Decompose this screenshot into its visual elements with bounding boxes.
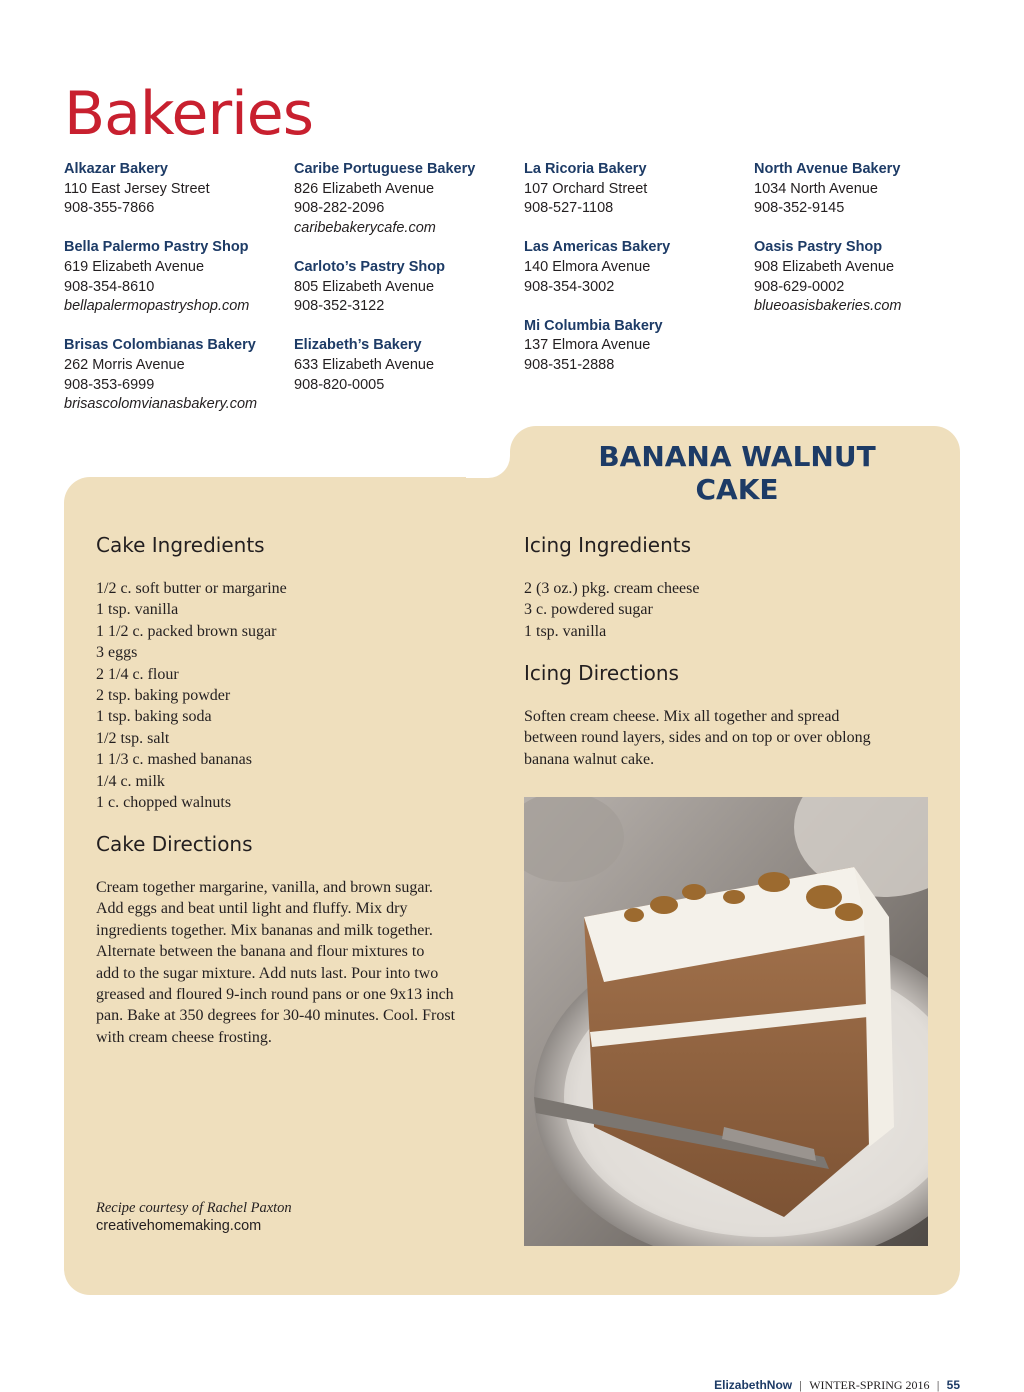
- ingredient-item: 1/4 c. milk: [96, 772, 165, 790]
- panel-corner-curve: [466, 434, 510, 478]
- bakery-website: caribebakerycafe.com: [294, 219, 436, 236]
- directions-line: pan. Bake at 350 degrees for 30-40 minutes. Cool. Frost: [96, 1007, 456, 1025]
- bakery-name: North Avenue Bakery: [754, 161, 901, 177]
- bakery-column-3: [524, 160, 749, 395]
- ingredient-item: 1 tsp. baking soda: [96, 708, 212, 726]
- footer-visible-text: [500, 1378, 960, 1392]
- ingredient-item: 2 tsp. baking powder: [96, 687, 231, 705]
- bakery-name: Carloto’s Pastry Shop: [294, 258, 445, 275]
- ingredient-item: 2 1/4 c. flour: [96, 665, 179, 683]
- bakery-phone: 908-352-3122: [294, 298, 385, 315]
- directions-line: between round layers, sides and on top or over oblong: [524, 729, 871, 747]
- bakery-phone: 908-629-0002: [754, 278, 845, 295]
- bakery-entry: [64, 160, 289, 219]
- bakery-entry: [754, 238, 979, 316]
- bakery-address: 805 Elizabeth Avenue: [294, 278, 435, 295]
- ingredient-item: 1 tsp. vanilla: [524, 622, 607, 640]
- credit-website: creativehomemaking.com: [96, 1218, 262, 1234]
- directions-line: banana walnut cake.: [524, 750, 655, 768]
- bakery-address: 826 Elizabeth Avenue: [294, 180, 435, 197]
- bakery-address: 137 Elmora Avenue: [524, 337, 651, 354]
- recipe-title-line: BANANA WALNUT: [598, 440, 876, 473]
- bakery-entry: [294, 258, 519, 317]
- icing-directions-heading: Icing Directions: [524, 661, 679, 685]
- bakery-name: Mi Columbia Bakery: [524, 317, 663, 334]
- directions-line: greased and floured 9-inch round pans or one 9x13 inch: [96, 986, 454, 1004]
- footer-separator: |: [799, 1378, 802, 1392]
- recipe-credit: [96, 1199, 292, 1235]
- bakery-website: bellapalermopastryshop.com: [64, 298, 250, 315]
- ingredient-item: 1 1/3 c. mashed bananas: [96, 751, 252, 769]
- cake-directions-text: [96, 877, 455, 1048]
- bakery-entry: [64, 238, 289, 316]
- directions-line: Cream together margarine, vanilla, and brown sugar.: [96, 879, 433, 896]
- bakery-entry: [754, 160, 979, 219]
- bakery-address: 262 Morris Avenue: [64, 356, 185, 373]
- directions-line: Add eggs and beat until light and fluffy. Mix dry: [96, 900, 408, 918]
- bakery-entry: [294, 336, 519, 395]
- issue-date: WINTER-SPRING 2016: [809, 1378, 930, 1392]
- bakery-website: brisascolomvianasbakery.com: [64, 396, 258, 413]
- footer-separator: |: [936, 1378, 940, 1392]
- bakery-name: Oasis Pastry Shop: [754, 239, 883, 256]
- bakery-name: Alkazar Bakery: [64, 161, 168, 177]
- bakery-address: 110 East Jersey Street: [64, 180, 210, 197]
- bakery-phone: 908-354-8610: [64, 278, 155, 295]
- bakery-phone: 908-282-2096: [294, 200, 385, 217]
- ingredient-item: 1/2 tsp. salt: [96, 729, 170, 747]
- bakery-name: Caribe Portuguese Bakery: [294, 161, 476, 177]
- ingredient-item: 1 1/2 c. packed brown sugar: [96, 622, 277, 640]
- bakery-phone: 908-354-3002: [524, 278, 615, 295]
- cake-photo: [524, 797, 928, 1246]
- ingredient-item: 1/2 c. soft butter or margarine: [96, 580, 287, 597]
- magazine-name: ElizabethNow: [714, 1378, 793, 1392]
- directions-line: with cream cheese frosting.: [96, 1028, 272, 1046]
- bakery-entry: [524, 317, 749, 376]
- bakery-website: blueoasisbakeries.com: [754, 298, 902, 315]
- bakery-address: 633 Elizabeth Avenue: [294, 356, 435, 373]
- page-title: Bakeries: [64, 79, 313, 149]
- ingredient-item: 2 (3 oz.) pkg. cream cheese: [524, 580, 700, 597]
- icing-directions-text: [524, 706, 871, 770]
- bakery-column-4: [754, 160, 979, 336]
- bakery-name: La Ricoria Bakery: [524, 161, 647, 177]
- ingredient-item: 3 eggs: [96, 644, 138, 662]
- cake-directions-heading: Cake Directions: [96, 832, 253, 856]
- bakery-phone: 908-527-1108: [524, 200, 614, 217]
- recipe-title: [520, 440, 954, 506]
- bakery-name: Elizabeth’s Bakery: [294, 337, 422, 354]
- bakery-address: 619 Elizabeth Avenue: [64, 258, 205, 275]
- bakery-address: 908 Elizabeth Avenue: [754, 258, 895, 275]
- directions-line: Soften cream cheese. Mix all together and spread: [524, 708, 840, 725]
- bakery-entry: [64, 336, 289, 414]
- bakery-phone: 908-820-0005: [294, 376, 385, 393]
- page-number: 55: [946, 1378, 960, 1392]
- ingredient-item: 1 tsp. vanilla: [96, 601, 179, 619]
- bakery-name: Brisas Colombianas Bakery: [64, 337, 256, 354]
- bakery-name: Bella Palermo Pastry Shop: [64, 239, 249, 256]
- directions-line: add to the sugar mixture. Add nuts last. Pour into two: [96, 964, 439, 982]
- bakery-address: 140 Elmora Avenue: [524, 258, 651, 275]
- bakery-column-1: [64, 160, 289, 434]
- bakery-phone: 908-355-7866: [64, 200, 155, 217]
- cake-photo-illustration: [524, 797, 928, 1246]
- bakery-name: Las Americas Bakery: [524, 239, 671, 256]
- icing-ingredients-heading: Icing Ingredients: [524, 533, 692, 557]
- directions-line: Alternate between the banana and flour mixtures to: [96, 943, 425, 961]
- bakery-phone: 908-353-6999: [64, 376, 155, 393]
- ingredient-item: 1 c. chopped walnuts: [96, 794, 232, 812]
- recipe-title-line: CAKE: [695, 473, 779, 506]
- cake-ingredients-list: [96, 578, 287, 813]
- bakery-address: 107 Orchard Street: [524, 180, 648, 197]
- bakery-phone: 908-352-9145: [754, 200, 845, 217]
- bakery-address: 1034 North Avenue: [754, 180, 878, 197]
- directions-line: ingredients together. Mix bananas and milk together.: [96, 921, 433, 939]
- ingredient-item: 3 c. powdered sugar: [524, 601, 653, 619]
- credit-line: Recipe courtesy of Rachel Paxton: [96, 1200, 292, 1216]
- bakery-phone: 908-351-2888: [524, 356, 615, 373]
- bakery-entry: [524, 160, 749, 219]
- icing-ingredients-list: [524, 578, 699, 642]
- bakery-entry: [524, 238, 749, 297]
- bakery-entry: [294, 160, 519, 238]
- cake-ingredients-heading: Cake Ingredients: [96, 533, 265, 557]
- bakery-column-2: [294, 160, 519, 415]
